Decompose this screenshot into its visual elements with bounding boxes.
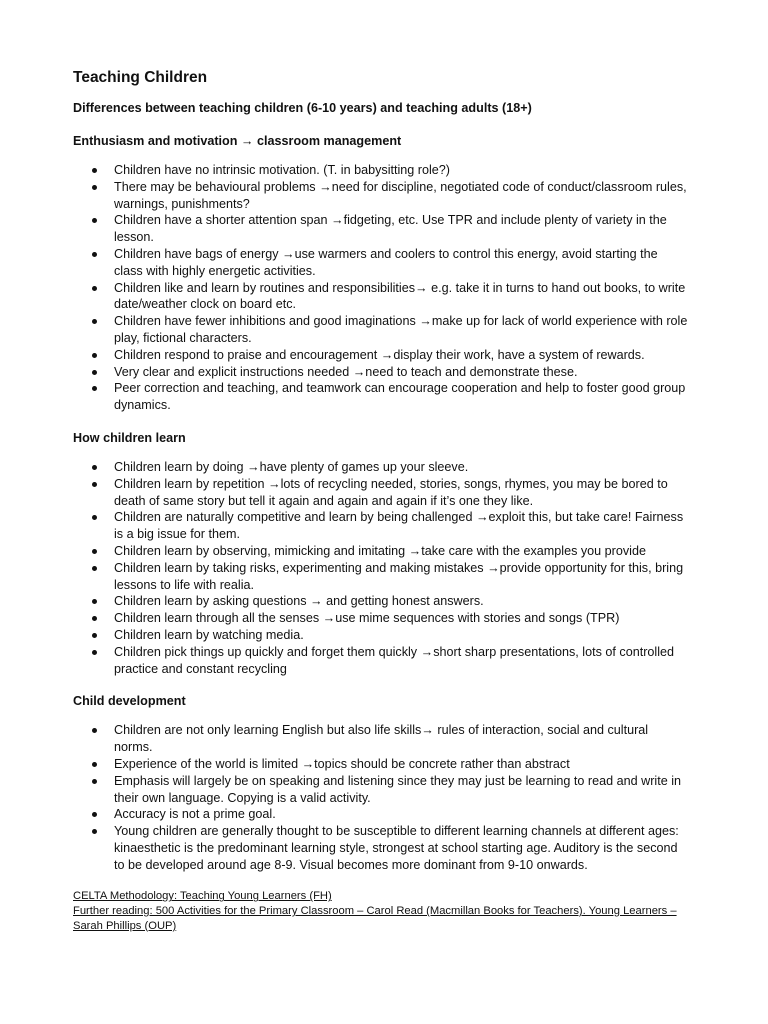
list-item: Children respond to praise and encouragement →display their work, have a system of rewards.: [73, 347, 688, 364]
section-heading-enthusiasm: Enthusiasm and motivation → classroom management: [73, 134, 402, 148]
list-item: Children learn by repetition →lots of recycling needed, stories, songs, rhymes, you may be bored to death of same story but tell it again and again and again if it’s one they like.: [73, 476, 688, 510]
list-item: Children learn through all the senses →use mime sequences with stories and songs (TPR): [73, 610, 688, 627]
references: [73, 889, 688, 933]
list-item: Experience of the world is limited →topics should be concrete rather than abstract: [73, 756, 688, 773]
list-item: Children pick things up quickly and forget them quickly →short sharp presentations, lots of controlled practice and constant recycling: [73, 644, 688, 678]
list-item: Children have no intrinsic motivation. (T. in babysitting role?): [73, 162, 688, 179]
list-item: Children learn by doing →have plenty of games up your sleeve.: [73, 459, 688, 476]
list-item: Children have fewer inhibitions and good imaginations →make up for lack of world experience with role play, fictional characters.: [73, 313, 688, 347]
page-title: Teaching Children: [73, 69, 208, 86]
list-item: Accuracy is not a prime goal.: [73, 806, 688, 823]
section-heading-child-development: Child development: [73, 694, 186, 709]
list-item: Children are naturally competitive and learn by being challenged →exploit this, but take care! Fairness is a big issue for them.: [73, 509, 688, 543]
bullet-list-how-children-learn: [73, 459, 688, 677]
bullet-list-enthusiasm: [73, 162, 688, 414]
reference-line: Further reading: 500 Activities for the Primary Classroom – Carol Read (Macmillan Books for Teachers). Young Learners – Sarah Phillips (OUP): [73, 905, 677, 932]
list-item: Children learn by observing, mimicking and imitating →take care with the examples you provide: [73, 543, 688, 560]
list-item: Children have bags of energy →use warmers and coolers to control this energy, avoid starting the class with highly energetic activities.: [73, 246, 688, 280]
list-item: Children like and learn by routines and responsibilities→ e.g. take it in turns to hand out books, to write date/weather clock on board etc.: [73, 280, 688, 314]
list-item: Very clear and explicit instructions needed →need to teach and demonstrate these.: [73, 364, 688, 381]
list-item: Children learn by asking questions → and getting honest answers.: [73, 593, 688, 610]
reference-line: CELTA Methodology: Teaching Young Learners (FH): [73, 890, 332, 903]
list-item: Children are not only learning English but also life skills→ rules of interaction, social and cultural norms.: [73, 722, 688, 756]
document-body: [73, 68, 688, 933]
list-item: Children learn by watching media.: [73, 627, 688, 644]
bullet-list-child-development: [73, 722, 688, 873]
section-heading-how-children-learn: How children learn: [73, 430, 186, 445]
list-item: Young children are generally thought to be susceptible to different learning channels at different ages: kinaesthetic is the predominant learning style, strongest at school starting age. Auditory is the second to be developed around age 8-9. Visual becomes more dominant from 9-10 onwards.: [73, 823, 688, 873]
list-item: Emphasis will largely be on speaking and listening since they may just be learning to read and write in their own language. Copying is a valid activity.: [73, 773, 688, 807]
list-item: Children have a shorter attention span →fidgeting, etc. Use TPR and include plenty of variety in the lesson.: [73, 212, 688, 246]
document-subtitle: Differences between teaching children (6-10 years) and teaching adults (18+): [73, 101, 532, 115]
list-item: Children learn by taking risks, experimenting and making mistakes →provide opportunity for this, bring lessons to life with realia.: [73, 560, 688, 594]
list-item: Peer correction and teaching, and teamwork can encourage cooperation and help to foster good group dynamics.: [73, 380, 688, 414]
list-item: There may be behavioural problems →need for discipline, negotiated code of conduct/classroom rules, warnings, punishments?: [73, 179, 688, 213]
